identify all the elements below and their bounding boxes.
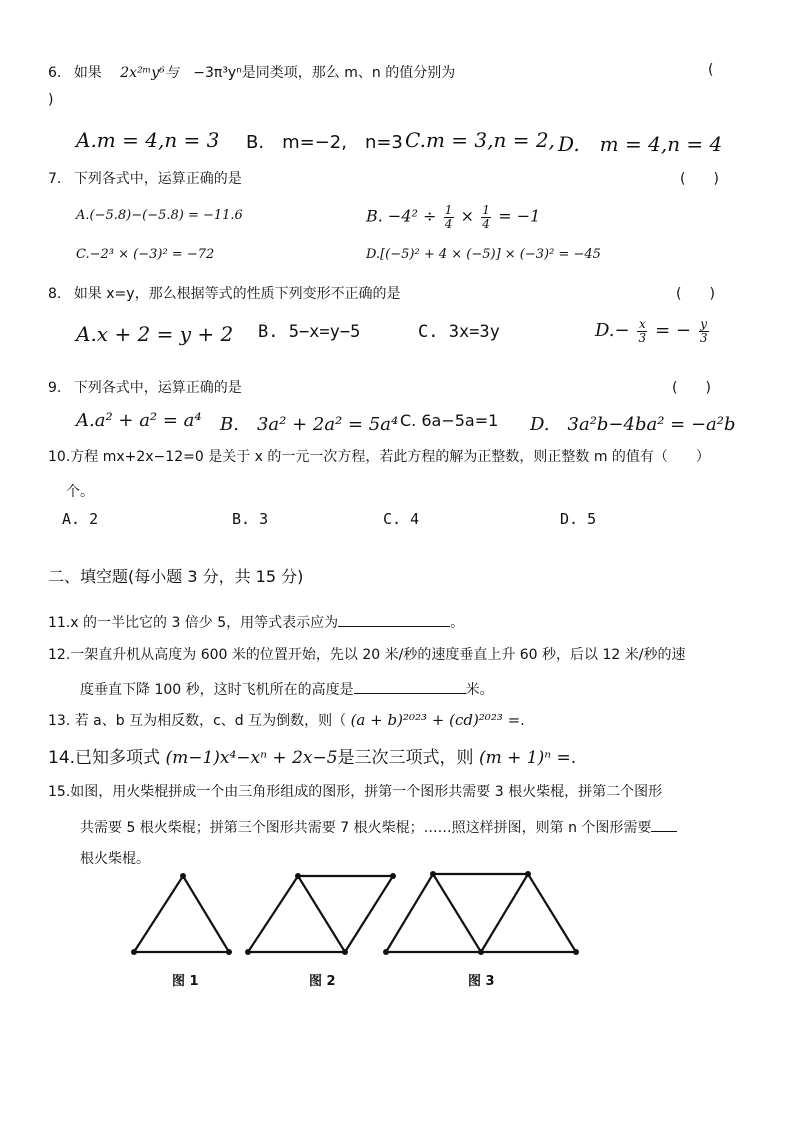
q10-text-line1: 10.方程 mx+2x−12=0 是关于 x 的一元一次方程，若此方程的解为正整数，则正整数 m 的值有（ ） [48,449,710,465]
q6-term1: 2x²ᵐy⁶与 [120,65,179,81]
q7-frac-num-2: 1 [482,203,490,217]
q7-option-b-mid: × [460,206,475,226]
q10-text-line2: 个。 [66,484,94,500]
section-2-title: 二、填空题(每小题 3 分，共 15 分) [48,567,304,586]
fig2-joint [245,949,251,955]
q6-term2: −3π³yⁿ是同类项，那么 m、n 的值分别为 [193,65,456,81]
q7-answer-paren: ( ) [680,171,719,187]
q10-option-c: C. 4 [383,510,420,528]
q8-frac-x-num: x [638,317,646,331]
q8-frac-y-num: y [700,317,708,331]
figure-3-caption: 图 3 [468,974,495,989]
q7-number: 7. [48,171,62,187]
q8-option-d-pre: D.− [595,320,630,342]
q15-text-line2: 共需要 5 根火柴棍；拼第三个图形共需要 7 根火柴棍；……照这样拼图，则第 n 个图形需要 [80,820,652,836]
fig1-joint [180,873,186,879]
figure-2-shape [248,876,393,952]
figure-1-dots [131,873,232,955]
q7-option-c: C.−2³ × (−3)² = −72 [76,247,215,262]
q6-option-d: D. m = 4,n = 4 [558,132,723,156]
fig1-joint [226,949,232,955]
q7-option-a: A.(−5.8)−(−5.8) = −11.6 [76,208,243,223]
fig3-joint [383,949,389,955]
fig3-joint [478,949,484,955]
q6-text-pre: 如果 [73,65,102,81]
q14-text-pre: 14.已知多项式 [48,748,161,768]
figure-1-caption: 图 1 [172,974,199,989]
q7-text: 下列各式中，运算正确的是 [73,171,242,187]
q9-option-b: B. 3a² + 2a² = 5a⁴ [220,414,399,435]
q14-polynomial: (m−1)x⁴−xⁿ + 2x−5 [165,748,338,768]
q9-option-a: A.a² + a² = a⁴ [76,410,202,431]
q13-end: . [520,713,525,729]
figure-3-dots [383,871,579,955]
fig1-triangle [134,876,229,952]
q14-text-mid: 是三次三项式，则 [337,748,474,768]
q9-text: 下列各式中，运算正确的是 [73,380,242,396]
figure-2-caption: 图 2 [309,974,336,989]
fig2-triangle-1 [248,876,345,952]
q7-frac-num-1: 1 [444,203,453,217]
q8-option-c: C. 3x=3y [418,322,500,342]
q6-option-b: B. m=−2, n=3 [246,132,403,153]
q11-text-end: 。 [450,615,465,631]
q6-paren-close: ) [48,92,54,108]
q6-option-a: A.m = 4,n = 3 [76,128,220,152]
fig2-joint [295,873,301,879]
q10-option-d: D. 5 [560,510,597,528]
q8-option-a: A.x + 2 = y + 2 [76,322,234,346]
q6-number: 6. [48,65,62,81]
q7-option-b-pre: B. −4² ÷ [366,206,437,226]
q8-option-d-eq: = − [655,320,691,342]
q7-frac-den-1: 4 [444,216,453,231]
fig1-joint [131,949,137,955]
q10-option-a: A. 2 [62,510,99,528]
q12-text-line1: 12.一架直升机从高度为 600 米的位置开始，先以 20 米/秒的速度垂直上升 60 秒，后以 12 米/秒的速 [48,647,686,663]
fig2-joint [390,873,396,879]
q13-text: 13. 若 a、b 互为相反数，c、d 互为倒数，则（ [48,713,347,729]
q9-number: 9. [48,380,62,396]
figure-3-shape [386,874,576,952]
fig3-joint [573,949,579,955]
q15-text-line1: 15.如图，用火柴棍拼成一个由三角形组成的图形，拼第一个图形共需要 3 根火柴棍，拼第二个图形 [48,784,663,800]
q13-expression: (a + b)²⁰²³ + (cd)²⁰²³ = [350,711,521,729]
q9-answer-paren: ( ) [672,380,711,396]
fig3-joint [525,871,531,877]
q12-text-line2: 度垂直下降 100 秒，这时飞机所在的高度是 [80,682,354,698]
q8-frac-x-den: 3 [638,330,647,345]
q10-option-b: B. 3 [232,510,269,528]
q12-text-end: 米。 [465,682,494,698]
q9-option-c: C. 6a−5a=1 [400,411,499,430]
figure-1-shape [134,876,229,952]
fig3-joint [430,871,436,877]
q8-frac-y-den: 3 [699,330,708,345]
q8-text: 如果 x=y，那么根据等式的性质下列变形不正确的是 [73,286,401,302]
q9-option-d: D. 3a²b−4ba² = −a²b [530,414,736,435]
q7-option-b-post: = −1 [498,206,541,226]
q6-paren-open: ( [708,62,714,78]
fig3-triangle-1 [386,874,481,952]
q14-end: . [570,748,577,768]
q8-number: 8. [48,286,62,302]
q15-text-line3: 根火柴棍。 [80,851,150,867]
fig2-triangle-2 [298,876,393,952]
q8-option-b: B. 5−x=y−5 [258,322,361,342]
fig2-joint [342,949,348,955]
q6-option-c: C.m = 3,n = 2, [405,128,555,152]
q7-option-d: D.[(−5)² + 4 × (−5)] × (−3)² = −45 [366,247,601,262]
q14-expression: (m + 1)ⁿ = [478,748,571,768]
q11-text: 11.x 的一半比它的 3 倍少 5，用等式表示应为 [48,615,339,631]
fig3-triangle-3 [481,874,576,952]
fig3-triangle-2 [433,874,528,952]
q7-frac-den-2: 4 [482,216,490,231]
q8-answer-paren: ( ) [676,286,715,302]
